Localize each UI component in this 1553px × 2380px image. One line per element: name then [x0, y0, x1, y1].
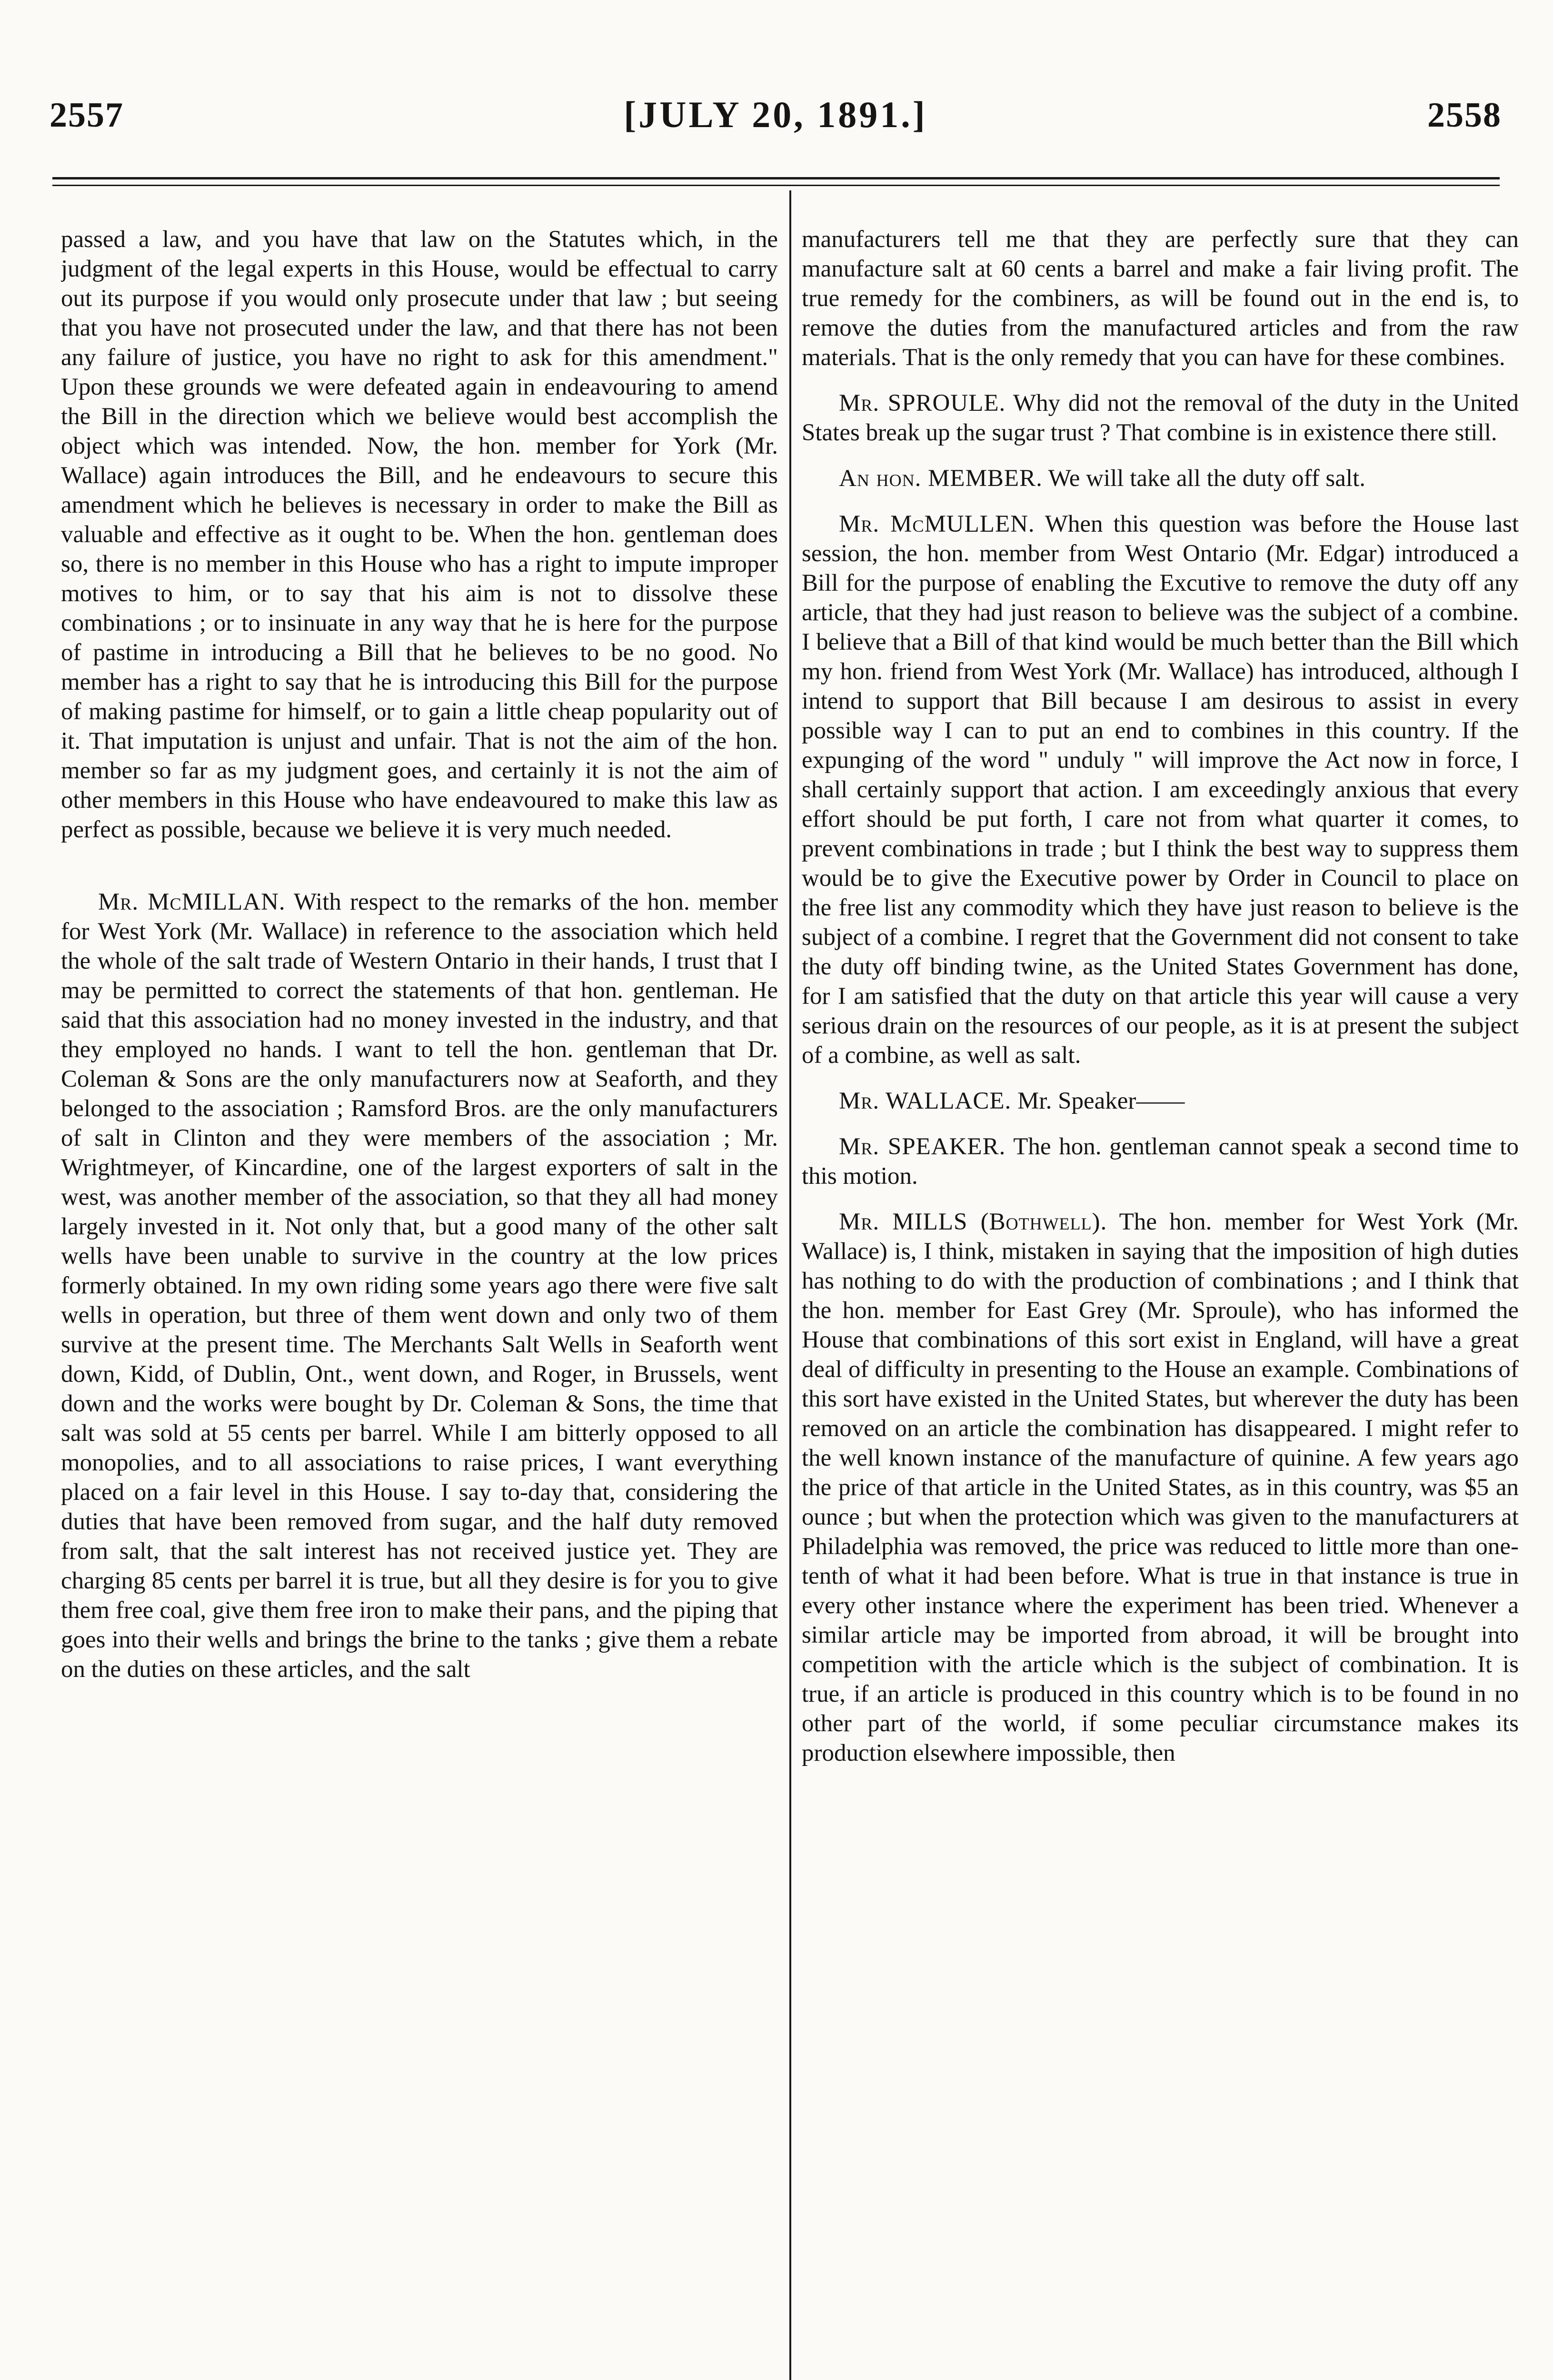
speech-mcmillan: Mr. McMILLAN. With respect to the remarks of the hon. member for West York (Mr. Wallace) in reference to the association which held the whole of the salt trade of Western Ontario in their hands, I trust that I may be permitted to correct the statements of that hon. gentleman. He said that this association had no money invested in the industry, and that they employed no hands. I want to tell the hon. gentleman that Dr. Coleman & Sons are the only manufacturers now at Seaforth, and they belonged to the association ; Ramsford Bros. are the only manufacturers of salt in Clinton and they were members of the association ; Mr. Wrightmeyer, of Kincardine, one of the largest exporters of salt in the west, was another member of the association, so that they all had money largely invested in it. Not only that, but a good many of the other salt wells have been unable to survive in the country at the low prices formerly obtained. In my own riding some years ago there were five salt wells in operation, but three of them went down and only two of them survive at the present time. The Merchants Salt Wells in Seaforth went down, Kidd, of Dublin, Ont., went down, and Roger, in Brussels, went down and the works were bought by Dr. Coleman & Sons, the time that salt was sold at 55 cents per barrel. While I am bitterly opposed to all monopolies, and to all associations to raise prices, I want everything placed on a fair level in this House. I say to-day that, considering the duties that have been removed from sugar, and the half duty removed from salt, that the salt interest has not received justice yet. They are charging 85 cents per barrel it is true, but all they desire is for you to give them free coal, give them free iron to make their pans, and the piping that goes into their wells and brings the brine to the tanks ; give them a rebate on the duties on these articles, and the salt — [61, 889, 778, 1683]
left-column — [61, 225, 778, 2380]
speech-sproule: Mr. SPROULE. Why did not the removal of the duty in the United States break up the sugar trust ? That combine is in existence there still. — [802, 390, 1519, 446]
speech-wallace: Mr. WALLACE. Mr. Speaker—— — [839, 1088, 1185, 1114]
page-date: [JULY 20, 1891.] — [624, 94, 927, 135]
paragraph: manufacturers tell me that they are perfectly sure that they can manufacture salt at 60 cents a barrel and make a fair living profit. The true remedy for the combiners, as will be found out in the end is, to remove the duties from the manufactured articles and from the raw materials. That is the only remedy that you can have for these combines. — [802, 226, 1519, 371]
header-rule-thin — [52, 185, 1500, 186]
speaker-name: Mr. McMULLEN. — [839, 511, 1035, 537]
speaker-name: Mr. SPEAKER. — [839, 1133, 1006, 1160]
page-header — [50, 95, 1502, 143]
left-page-number: 2557 — [50, 96, 124, 135]
speech-mills: Mr. MILLS (Bothwell). The hon. member for West York (Mr. Wallace) is, I think, mistaken in saying that the imposition of high duties has nothing to do with the production of combinations ; and I think that the hon. member for East Grey (Mr. Sproule), who has informed the House that combinations of this sort exist in England, will have a great deal of difficulty in presenting to the House an example. Combinations of this sort have existed in the United States, but wherever the duty has been removed on an article the combination has disappeared. I might refer to the well known instance of the manufacture of quinine. A few years ago the price of that article in the United States, as in this country, was $5 an ounce ; but when the protection which was given to the manufacturers at Philadelphia was removed, the price was reduced to little more than one-tenth of what it had been before. What is true in that instance is true in every other instance where the experiment has been tried. Whenever a similar article may be imported from abroad, it will be brought into competition with the article which is the subject of combination. It is true, if an article is produced in this country which is to be found in no other part of the world, if some peculiar circumstance makes its production elsewhere impossible, then — [802, 1209, 1519, 1766]
paragraph: passed a law, and you have that law on the Statutes which, in the judgment of the legal experts in this House, would be effectual to carry out its purpose if you would only prosecute under that law ; but seeing that you have not prosecuted under the law, and that there has not been any failure of justice, you have no right to ask for this amendment." Upon these grounds we were defeated again in endeavouring to amend the Bill in the direction which we believe would best accomplish the object which was intended. Now, the hon. member for York (Mr. Wallace) again introduces the Bill, and he endeavours to secure this amendment which he believes is necessary in order to make the Bill as valuable and effective as it ought to be. When the hon. gentleman does so, there is no member in this House who has a right to impute improper motives to him, or to say that his aim is not to dissolve these combinations ; or to insinuate in any way that he is here for the purpose of pastime in introducing a Bill that he believes to be no good. No member has a right to say that he is introducing this Bill for the purpose of making pastime for himself, or to gain a little cheap popularity out of it. That imputation is unjust and unfair. That is not the aim of the hon. member so far as my judgment goes, and certainly it is not the aim of other members in this House who have endeavoured to make this law as perfect as possible, because we believe it is very much needed. — [61, 226, 778, 843]
speaker-name: Mr. MILLS (Bothwell). — [839, 1209, 1107, 1235]
speaker-name: Mr. SPROULE. — [839, 390, 1006, 416]
speech-hon-member: An hon. MEMBER. We will take all the duty off salt. — [839, 465, 1365, 492]
header-rule-thick — [52, 177, 1500, 179]
right-page-number: 2558 — [1427, 96, 1502, 135]
right-column — [802, 225, 1519, 2380]
speech-speaker: Mr. SPEAKER. The hon. gentleman cannot speak a second time to this motion. — [802, 1133, 1519, 1190]
speech-mcmullen: Mr. McMULLEN. When this question was before the House last session, the hon. member from West Ontario (Mr. Edgar) introduced a Bill for the purpose of enabling the Excutive to remove the duty off any article, that they had just reason to believe was the subject of a combine. I believe that a Bill of that kind would be much better than the Bill which my hon. friend from West York (Mr. Wallace) has introduced, although I intend to support that Bill because I am desirous to assist in every possible way I can to put an end to combines in this country. If the expunging of the word " unduly " will improve the Act now in force, I shall certainly support that action. I am exceedingly anxious that every effort should be put forth, I care not from what quarter it comes, to prevent combinations in trade ; but I think the best way to suppress them would be to give the Executive power by Order in Council to place on the free list any commodity which they have just reason to believe is the subject of a combine. I regret that the Government did not consent to take the duty off binding twine, as the United States Government has done, for I am satisfied that the duty on that article this year will cause a very serious drain on the resources of our people, as it is at present the subject of a combine, as well as salt. — [802, 511, 1519, 1069]
speaker-name: An hon. MEMBER. — [839, 465, 1043, 492]
column-divider — [789, 190, 791, 2380]
speaker-name: Mr. McMILLAN. — [98, 889, 286, 915]
speaker-name: Mr. WALLACE. — [839, 1088, 1012, 1114]
